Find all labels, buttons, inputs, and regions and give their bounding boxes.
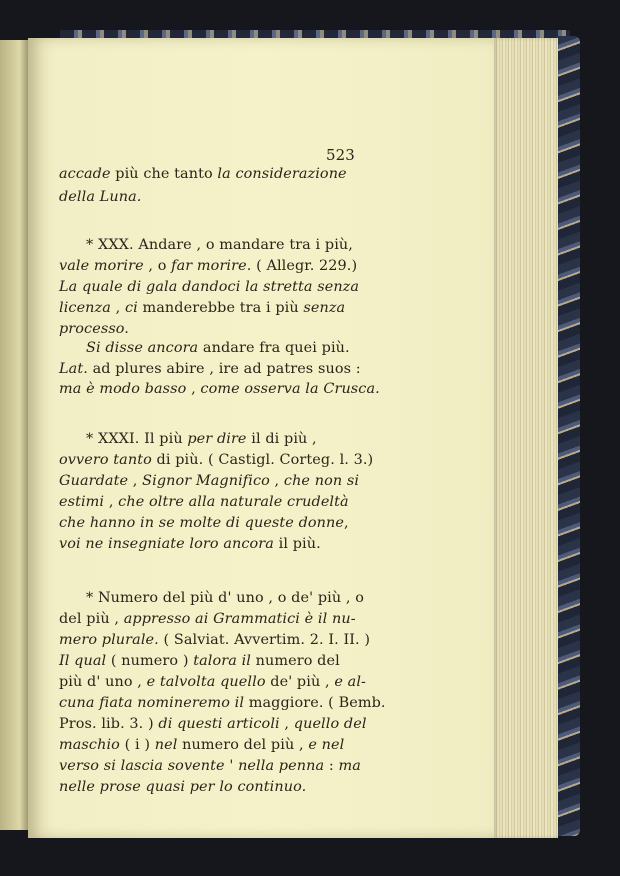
- text-line: La quale di gala dandoci la stretta senza: [59, 279, 360, 295]
- text-line: voi ne insegniate loro ancora il più.: [59, 536, 321, 552]
- text-line: nelle prose quasi per lo continuo.: [59, 779, 307, 795]
- text-line: che hanno in se molte di queste donne,: [59, 515, 349, 531]
- text-line: cuna fiata nomineremo il maggiore. ( Bemb.: [59, 695, 386, 711]
- text-line: mero plurale. ( Salviat. Avvertim. 2. I. II. ): [59, 632, 371, 648]
- text-line: estimi , che oltre alla naturale crudeltà: [59, 494, 349, 510]
- text-line: processo.: [59, 321, 129, 337]
- text-line: * XXXI. Il più per dire il di più ,: [86, 431, 317, 447]
- left-page-edge: [0, 40, 28, 830]
- decorated-cover-edge: [556, 36, 580, 836]
- page-fore-edge: [494, 38, 558, 838]
- text-line: vale morire , o far morire. ( Allegr. 229.): [59, 258, 358, 274]
- text-line: della Luna.: [59, 189, 142, 205]
- text-line: accade più che tanto la considerazione: [59, 166, 347, 182]
- text-line: Si disse ancora andare fra quei più.: [86, 340, 350, 356]
- page-number: 523: [326, 146, 355, 164]
- text-line: Pros. lib. 3. ) di questi articoli , quello del: [59, 716, 367, 732]
- text-line: del più , appresso ai Grammatici è il nu-: [59, 611, 356, 627]
- text-line: * Numero del più d' uno , o de' più , o: [86, 590, 365, 606]
- text-line: * XXX. Andare , o mandare tra i più,: [86, 237, 353, 253]
- text-line: ovvero tanto di più. ( Castigl. Corteg. l. 3.): [59, 452, 374, 468]
- text-line: Lat. ad plures abire , ire ad patres suos :: [59, 361, 361, 377]
- text-line: ma è modo basso , come osserva la Crusca.: [59, 381, 380, 397]
- text-line: verso si lascia sovente ' nella penna : ma: [59, 758, 361, 774]
- text-line: Il qual ( numero ) talora il numero del: [59, 653, 340, 669]
- text-line: Guardate , Signor Magnifico , che non si: [59, 473, 360, 489]
- text-line: più d' uno , e talvolta quello de' più , e al-: [59, 674, 366, 690]
- text-line: licenza , ci manderebbe tra i più senza: [59, 300, 346, 316]
- text-line: maschio ( i ) nel numero del più , e nel: [59, 737, 345, 753]
